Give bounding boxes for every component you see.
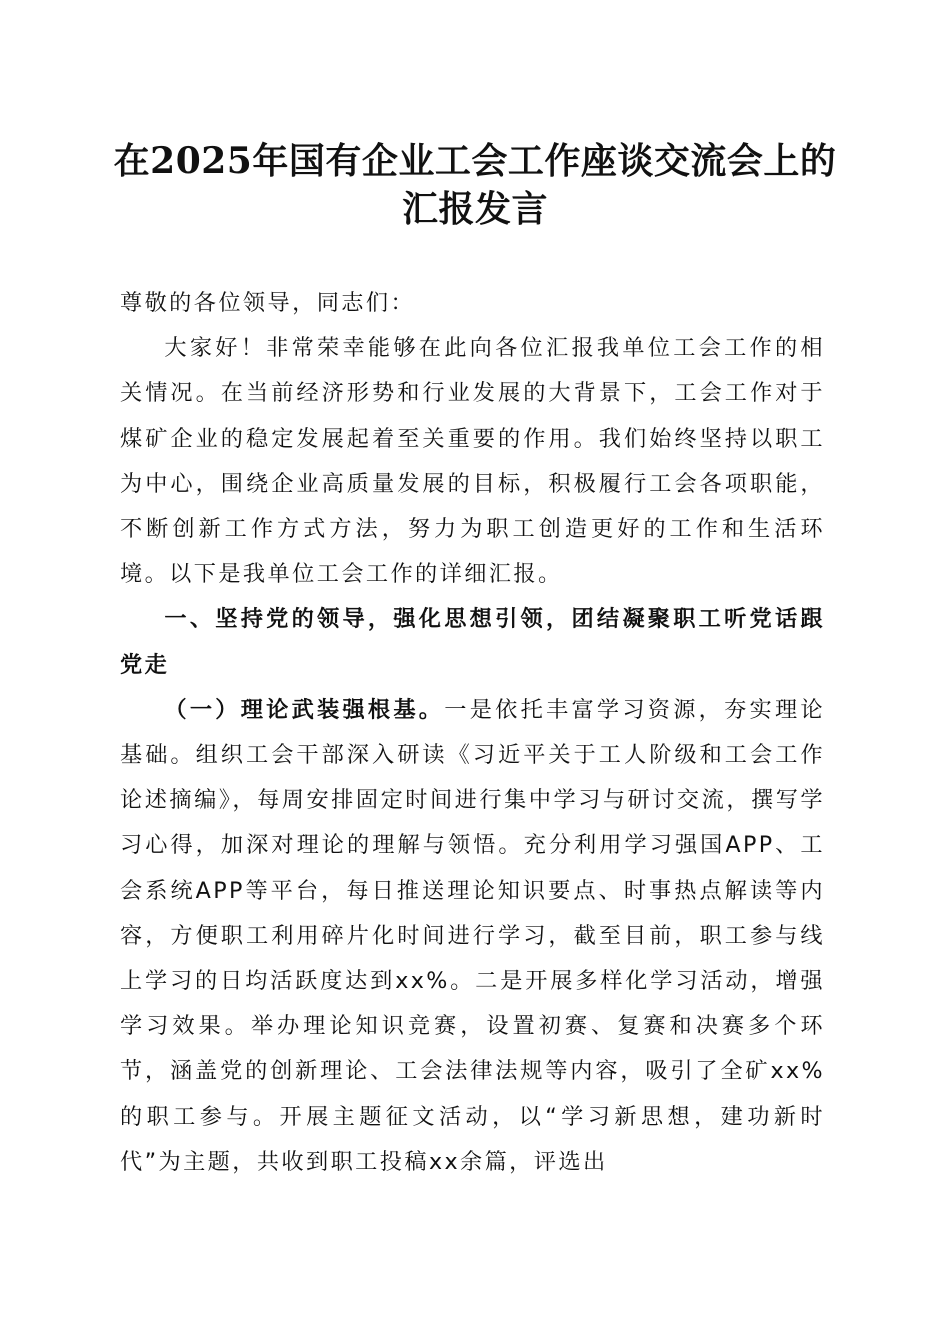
salutation: 尊敬的各位领导，同志们： bbox=[120, 290, 416, 316]
subsection-1-paragraph bbox=[120, 688, 825, 1185]
section-1-heading: 一、坚持党的领导，强化思想引领，团结凝聚职工听党话跟党走 bbox=[120, 606, 825, 678]
document-body bbox=[120, 281, 825, 1185]
subsection-1-heading: （一）理论武装强根基。 bbox=[164, 696, 445, 723]
document-title: 在2025年国有企业工会工作座谈交流会上的汇报发言 bbox=[113, 140, 837, 230]
subsection-1-text: 一是依托丰富学习资源，夯实理论基础。组织工会干部深入研读《习近平关于工人阶级和工会工作论述摘编》，每周安排固定时间进行集中学习与研讨交流，撰写学习心得，加深对理论的理解与领悟。充分利用学习强国APP、工会系统APP等平台，每日推送理论知识要点、时事热点解读等内容，方便职工利用碎片化时间进行学习，截至目前，职工参与线上学习的日均活跃度达到xx%。二是开展多样化学习活动，增强学习效果。举办理论知识竞赛，设置初赛、复赛和决赛多个环节，涵盖党的创新理论、工会法律法规等内容，吸引了全矿xx%的职工参与。开展主题征文活动，以“学习新思想，建功新时代”为主题，共收到职工投稿xx余篇，评选出 bbox=[120, 696, 826, 1175]
intro-paragraph: 大家好！非常荣幸能够在此向各位汇报我单位工会工作的相关情况。在当前经济形势和行业发展的大背景下，工会工作对于煤矿企业的稳定发展起着至关重要的作用。我们始终坚持以职工为中心，围绕企业高质量发展的目标，积极履行工会各项职能，不断创新工作方式方法，努力为职工创造更好的工作和生活环境。以下是我单位工会工作的详细汇报。 bbox=[120, 335, 825, 588]
